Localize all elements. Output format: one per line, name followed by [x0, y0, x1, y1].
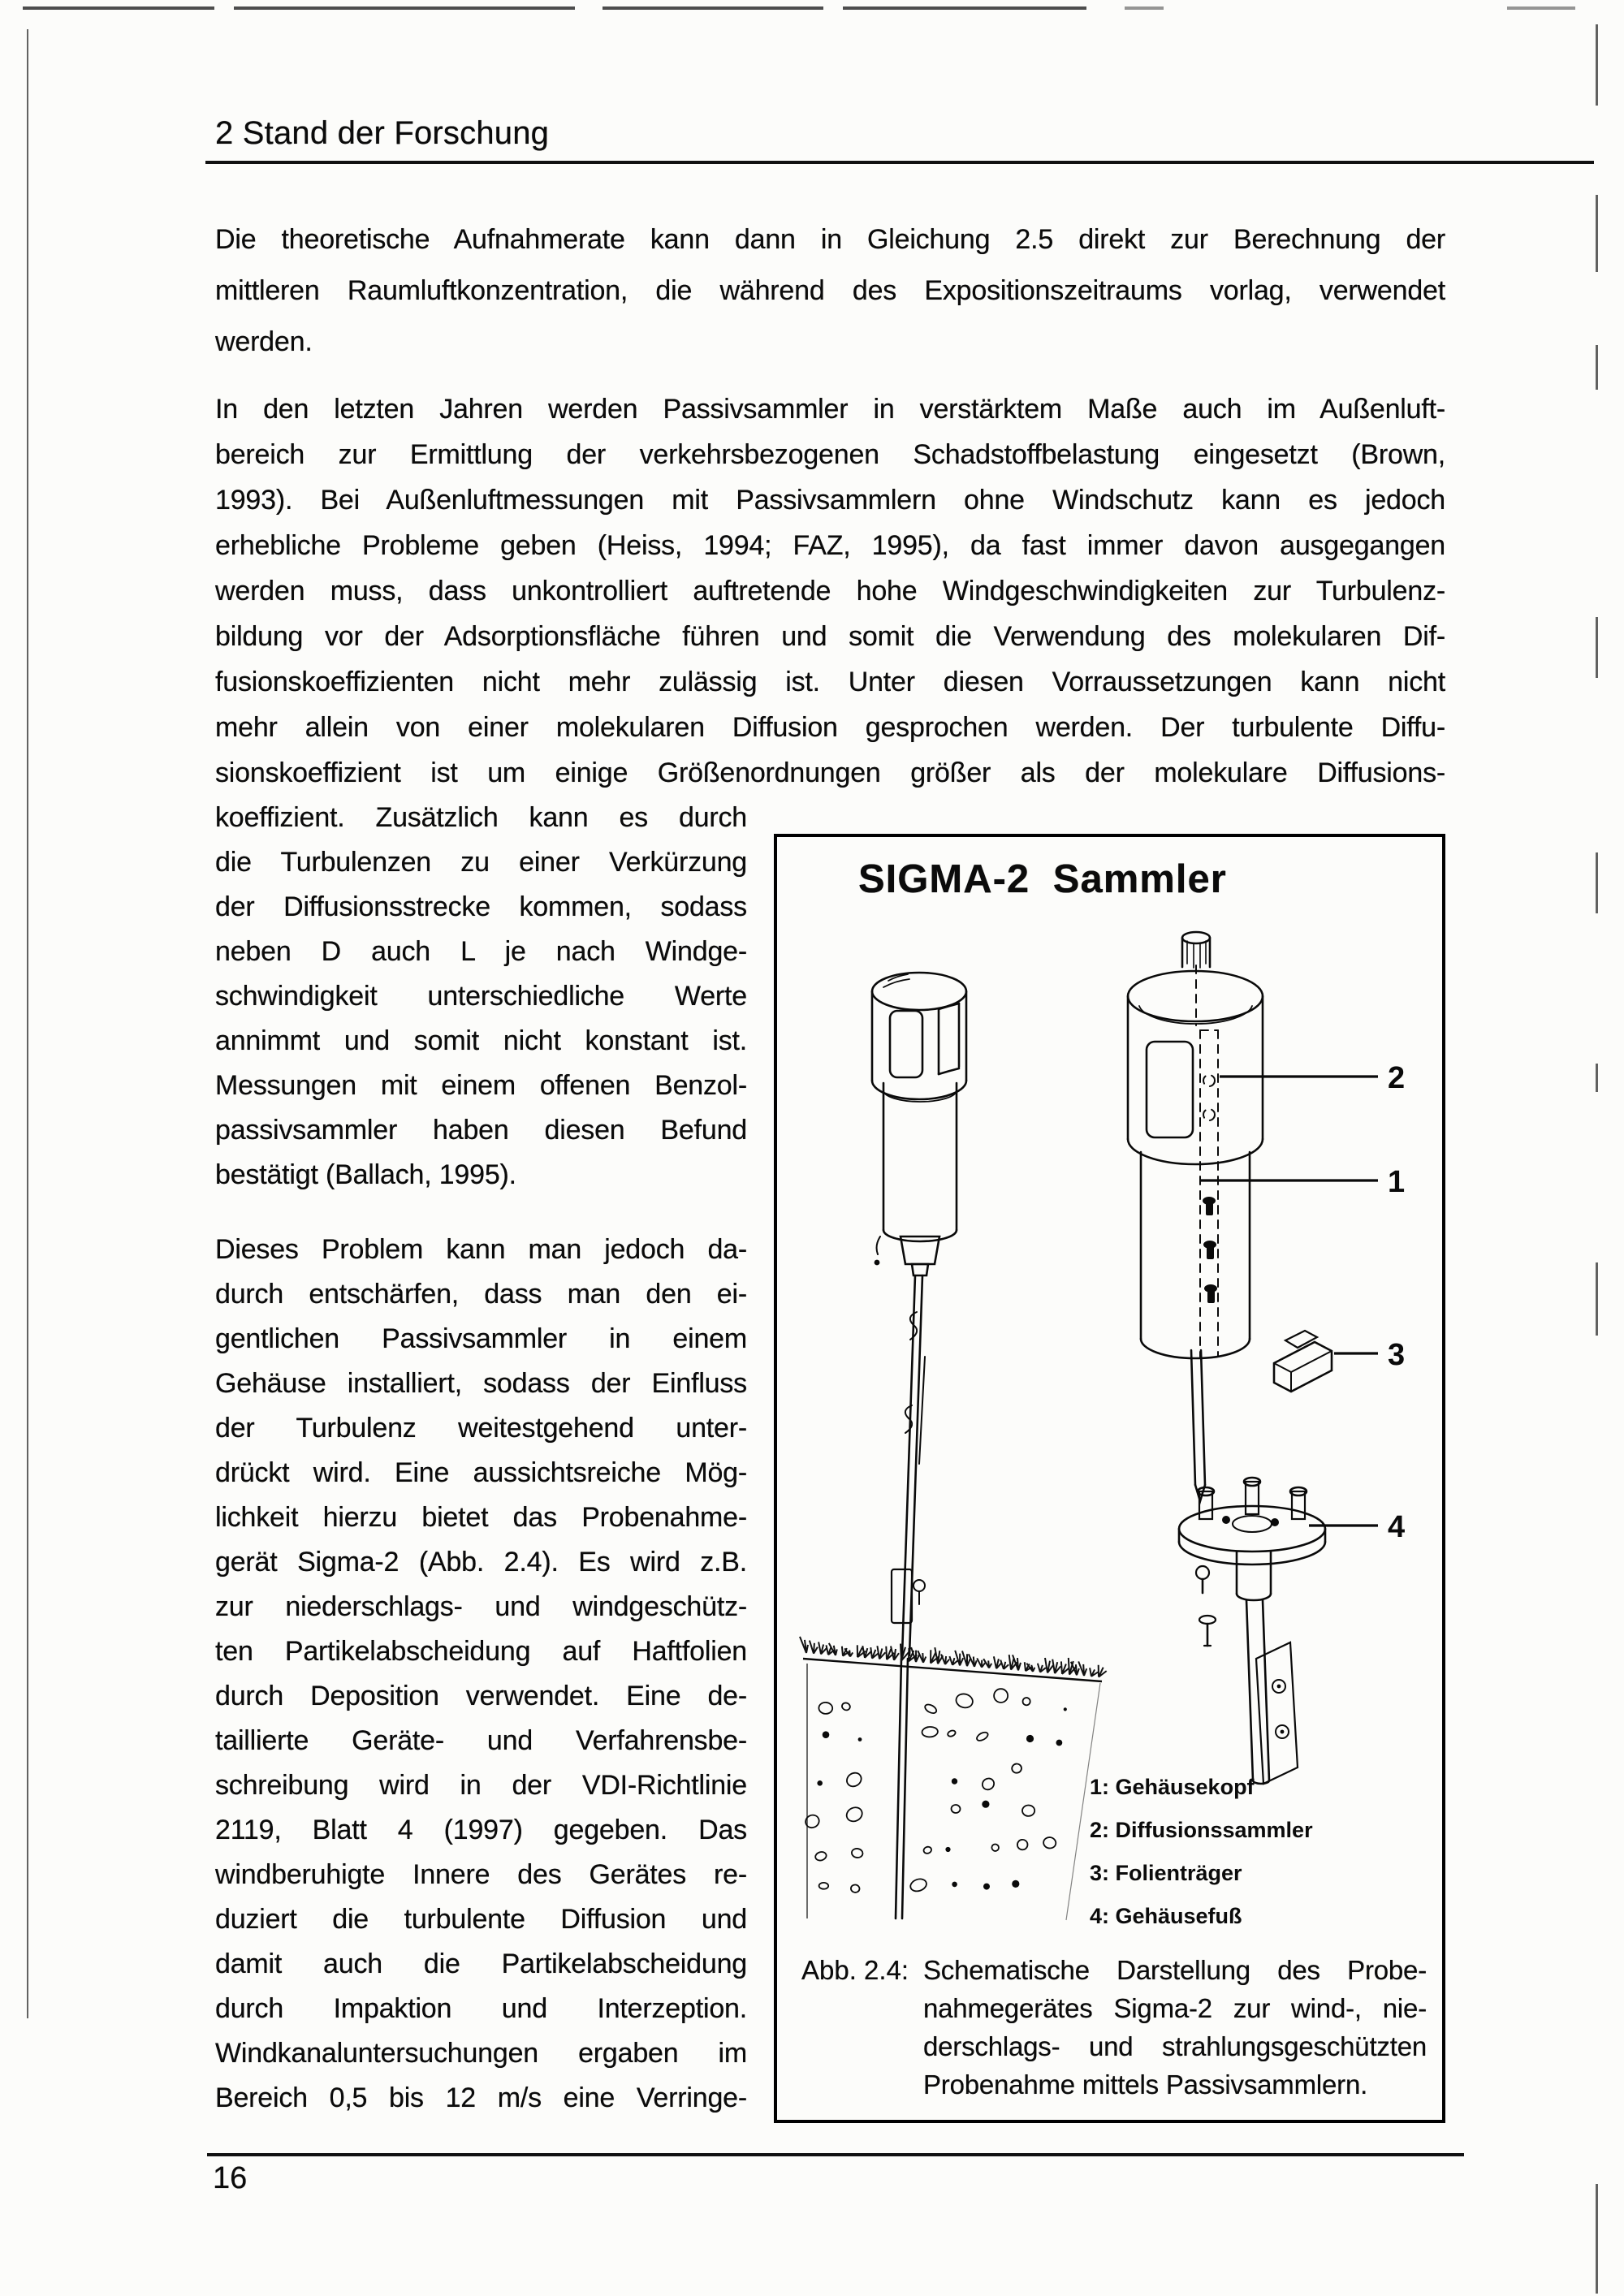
pebble — [818, 1702, 833, 1714]
scan-artifact-right-dash — [1596, 345, 1598, 390]
scan-artifact-right-dash — [1596, 24, 1598, 106]
pebble — [841, 1702, 851, 1711]
pebble — [819, 1883, 829, 1889]
text-line: Probenahme mittels Passivsammlern. — [923, 2069, 1368, 2100]
grass-tuft — [1078, 1661, 1086, 1676]
text-line: der Turbulenz weitestgehend unter- — [215, 1413, 747, 1444]
figure-caption — [801, 1951, 1427, 2104]
text-line: fusionskoeffizienten nicht mehr zulässig ist. Unter diesen Vorraussetzungen kann nicht — [215, 667, 1445, 697]
grass-tuft — [810, 1641, 818, 1654]
figure-box — [774, 834, 1445, 2123]
pebble — [994, 1689, 1008, 1703]
assembled-sampler — [872, 973, 966, 1918]
pebble — [982, 1801, 989, 1808]
text-line: annimmt und somit nicht konstant ist. — [215, 1025, 747, 1056]
pebble — [1011, 1763, 1021, 1774]
callout-2: 2 — [1388, 1061, 1406, 1095]
pebble — [975, 1731, 989, 1742]
grass-tuft — [941, 1654, 949, 1664]
exploded-sampler — [1128, 932, 1332, 1784]
text-line: gerät Sigma-2 (Abb. 2.4). Es wird z.B. — [215, 1547, 747, 1577]
text-line: koeffizient. Zusätzlich kann es durch — [215, 802, 747, 833]
text-line: lichkeit hierzu bietet das Probenahme- — [215, 1502, 747, 1533]
callout-3: 3 — [1388, 1338, 1406, 1372]
figure-legend — [1090, 1771, 1431, 1943]
text-line: durch entschärfen, dass man den ei- — [215, 1279, 747, 1310]
paragraph-3-column — [215, 1231, 747, 2124]
grass-tuft — [800, 1637, 808, 1653]
callout-4: 4 — [1388, 1510, 1406, 1544]
grass-tuft — [877, 1646, 885, 1659]
pebble — [850, 1884, 860, 1893]
grass-tuft — [1099, 1665, 1107, 1677]
grass-tuft — [1090, 1668, 1098, 1676]
grass-tuft — [891, 1646, 899, 1659]
pebble — [922, 1726, 938, 1737]
figure-caption-label: Abb. 2.4: — [801, 1955, 909, 1985]
text-line: neben D auch L je nach Windge- — [215, 936, 747, 967]
scan-artifact-top-line — [234, 6, 575, 10]
pebble — [1012, 1880, 1019, 1888]
scan-artifact-top-line — [1125, 6, 1164, 10]
scan-artifact-right-dash — [1596, 1064, 1598, 1092]
pebble — [1026, 1735, 1034, 1742]
text-line: 4: Gehäusefuß — [1090, 1904, 1242, 1928]
scan-artifact-right-dash — [1596, 2184, 1598, 2294]
text-line: sionskoeffizient ist um einige Größenordnungen größer als der molekulare Diffusions- — [215, 757, 1445, 788]
pebble — [909, 1877, 928, 1893]
pebble — [1056, 1740, 1063, 1746]
callout-leader-lines — [1201, 1077, 1378, 1526]
pebble — [945, 1847, 950, 1852]
pebble — [1022, 1805, 1035, 1816]
text-line: 2119, Blatt 4 (1997) gegeben. Das — [215, 1815, 747, 1845]
pebble — [858, 1737, 862, 1741]
text-line: bestätigt (Ballach, 1995). — [215, 1159, 516, 1190]
text-line: Gehäuse installiert, sodass der Einfluss — [215, 1368, 747, 1399]
scan-artifact-top-line — [843, 6, 1086, 10]
grass-tuft — [1052, 1659, 1060, 1673]
pebble — [1043, 1836, 1056, 1849]
grass-tuft — [1038, 1664, 1046, 1672]
ground — [800, 1637, 1107, 1920]
text-line: mehr allein von einer molekularen Diffusion gesprochen werden. Der turbulente Diffu- — [215, 712, 1445, 743]
paragraph-2-full-width — [215, 390, 1445, 799]
pebble — [804, 1813, 822, 1830]
text-line: zur niederschlags- und windgeschütz- — [215, 1591, 747, 1622]
text-line: gentlichen Passivsammler in einem — [215, 1323, 747, 1354]
text-line: 1: Gehäusekopf — [1090, 1775, 1255, 1799]
text-line: werden. — [215, 326, 313, 357]
scan-artifact-top-line — [23, 6, 214, 10]
text-line: 1993). Bei Außenluftmessungen mit Passivsammlern ohne Windschutz kann es jedoch — [215, 485, 1445, 516]
text-line: mittleren Raumluftkonzentration, die während des Expositionszeitraums vorlag, verwendet — [215, 275, 1445, 306]
pebble — [823, 1731, 830, 1738]
footer-rule — [207, 2153, 1464, 2156]
pebble — [923, 1703, 938, 1715]
paragraph-1 — [215, 219, 1445, 373]
text-line: durch Impaktion und Interzeption. — [215, 1993, 747, 2024]
pebble — [844, 1770, 864, 1789]
grass-tuft — [862, 1646, 870, 1658]
text-line: Die theoretische Aufnahmerate kann dann in Gleichung 2.5 direkt zur Berechnung der — [215, 224, 1445, 255]
text-line: werden muss, dass unkontrolliert auftretende hohe Windgeschwindigkeiten zur Turbulenz- — [215, 576, 1445, 606]
pebble — [1017, 1839, 1028, 1850]
pebble — [983, 1884, 990, 1890]
text-line: duziert die turbulente Diffusion und — [215, 1904, 747, 1935]
text-line: Schematische Darstellung des Probe- — [923, 1955, 1427, 1985]
text-line: Windkanaluntersuchungen ergaben im — [215, 2038, 747, 2069]
soil-pebbles — [804, 1689, 1067, 1893]
text-line: der Diffusionsstrecke kommen, sodass — [215, 891, 747, 922]
pebble — [955, 1692, 974, 1709]
pebble — [851, 1848, 863, 1858]
scan-artifact-top-line — [603, 6, 823, 10]
grass-tuft — [1000, 1660, 1009, 1669]
text-line: schreibung wird in der VDI-Richtlinie — [215, 1770, 747, 1801]
scan-artifact-top-line — [1507, 6, 1575, 10]
text-line: die Turbulenzen zu einer Verkürzung — [215, 847, 747, 878]
scan-artifact-right-dash — [1596, 195, 1598, 272]
section-heading — [215, 115, 549, 152]
figure-title: SIGMA-2 Sammler — [858, 857, 1227, 901]
text-line: ten Partikelabscheidung auf Haftfolien — [215, 1636, 747, 1667]
pebble — [814, 1851, 827, 1862]
text-line: nahmegerätes Sigma-2 zur wind-, nie- — [923, 1993, 1427, 2023]
text-line: Dieses Problem kann man jedoch da- — [215, 1234, 747, 1265]
pebble — [952, 1778, 957, 1784]
text-line: damit auch die Partikelabscheidung — [215, 1949, 747, 1979]
section-heading-text: 2 Stand der Forschung — [215, 115, 550, 151]
page-number: 16 — [213, 2161, 248, 2195]
text-line: 2: Diffusionssammler — [1090, 1818, 1313, 1842]
pebble — [952, 1882, 957, 1888]
paragraph-2-column — [215, 799, 747, 1201]
pebble — [1021, 1697, 1030, 1706]
pebble — [991, 1843, 1000, 1852]
scan-artifact-right-dash — [1596, 617, 1598, 678]
figure-caption-text — [923, 1951, 1427, 2104]
pebble — [980, 1776, 996, 1792]
scan-artifact-left-line — [27, 29, 28, 2018]
grass-tuft — [818, 1642, 827, 1654]
text-line: drückt wird. Eine aussichtsreiche Mög- — [215, 1457, 747, 1488]
pebble — [947, 1729, 957, 1737]
text-line: taillierte Geräte- und Verfahrensbe- — [215, 1725, 747, 1756]
text-line: erhebliche Probleme geben (Heiss, 1994; FAZ, 1995), da fast immer davon ausgegangen — [215, 530, 1445, 561]
pebble — [923, 1846, 933, 1854]
callout-1: 1 — [1388, 1165, 1406, 1199]
text-line: windberuhigte Innere des Gerätes re- — [215, 1859, 747, 1890]
text-line: passivsammler haben diesen Befund — [215, 1115, 747, 1146]
text-line: durch Deposition verwendet. Eine de- — [215, 1681, 747, 1711]
pebble — [817, 1780, 823, 1786]
pebble — [1064, 1707, 1067, 1711]
scan-artifact-right-dash — [1596, 1262, 1598, 1336]
text-line: derschlags- und strahlungsgeschützten — [923, 2031, 1427, 2061]
text-line: Messungen mit einem offenen Benzol- — [215, 1070, 747, 1101]
text-line: bildung vor der Adsorptionsfläche führen und somit die Verwendung des molekularen Dif- — [215, 621, 1445, 652]
text-line: 3: Folienträger — [1090, 1861, 1242, 1885]
scan-artifact-right-dash — [1596, 852, 1598, 913]
text-line: Bereich 0,5 bis 12 m/s eine Verringe- — [215, 2082, 747, 2113]
text-line: bereich zur Ermittlung der verkehrsbezogenen Schadstoffbelastung eingesetzt (Brown, — [215, 439, 1445, 470]
pebble — [951, 1804, 961, 1813]
header-rule — [205, 161, 1594, 164]
text-line: schwindigkeit unterschiedliche Werte — [215, 981, 747, 1012]
text-line: In den letzten Jahren werden Passivsammler in verstärktem Maße auch im Außenluft- — [215, 394, 1445, 425]
pebble — [844, 1805, 865, 1823]
